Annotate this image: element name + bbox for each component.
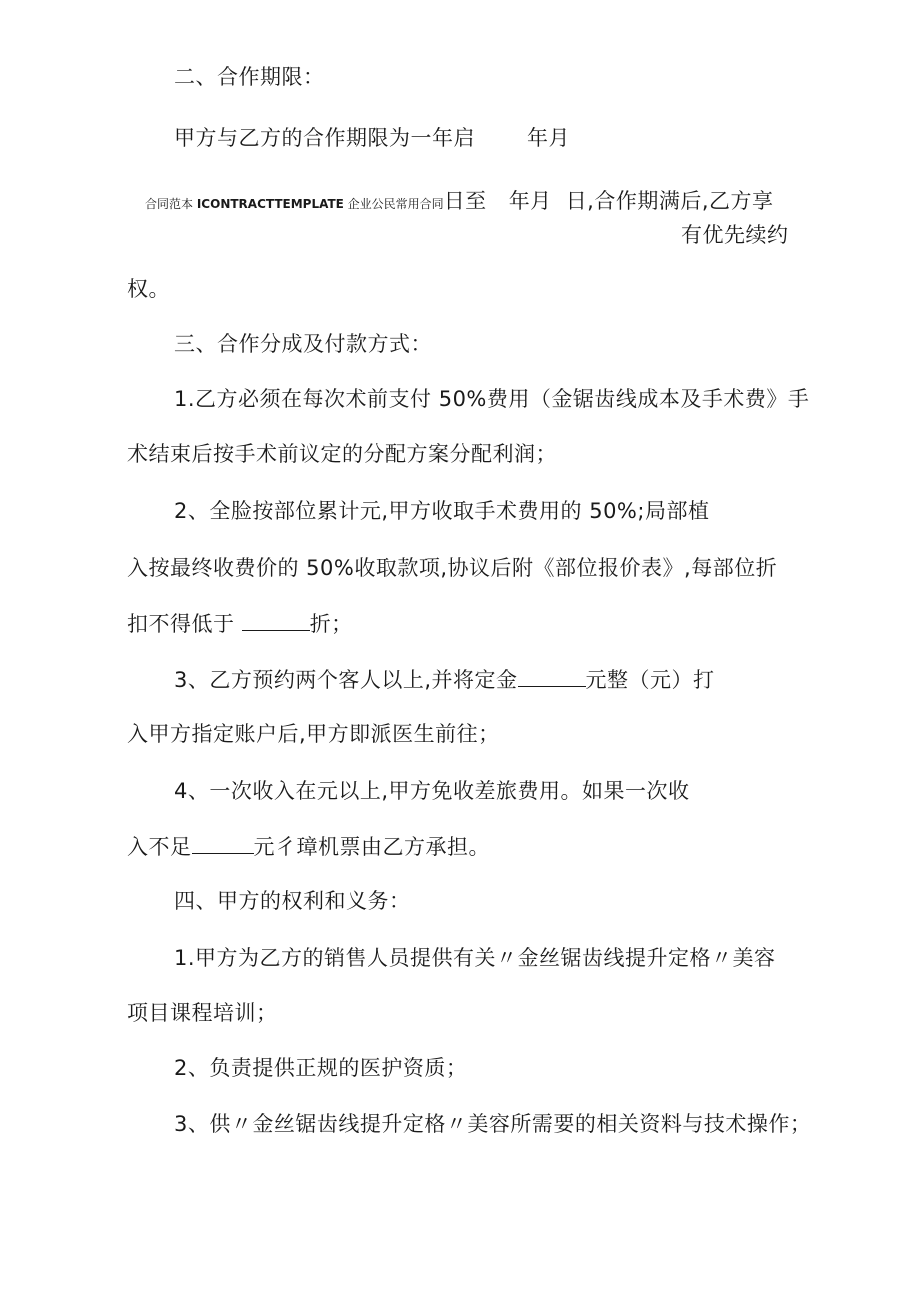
section-4-title: 四、甲方的权利和义务： (174, 889, 411, 913)
section-4-paragraph-2: 2、负责提供正规的医护资质； (174, 1056, 468, 1080)
section-3-paragraph-1-line-2: 术结束后按手术前议定的分配方案分配利润； (127, 442, 557, 466)
section-4-paragraph-1-line-1: 1.甲方为乙方的销售人员提供有关〃金丝锯齿线提升定格〃美容 (174, 946, 776, 970)
travel-cost-blank (192, 831, 254, 854)
section-2-line-2: 合同范本 ICONTRACTTEMPLATE 企业公民常用合同日至 年月 日,合作期满后,乙方享 (145, 189, 774, 213)
section-3-paragraph-3-line-2: 入甲方指定账户后,甲方即派医生前往； (127, 722, 500, 746)
section-3-paragraph-4-line-1: 4、一次收入在元以上,甲方免收差旅费用。如果一次收 (174, 779, 690, 803)
section-3-paragraph-3-line-1: 3、乙方预约两个客人以上,并将定金 元整（元）打 (174, 664, 715, 695)
section-4-paragraph-1-line-2: 项目课程培训； (127, 1001, 278, 1025)
section-3-paragraph-2-line-1: 2、全脸按部位累计元,甲方收取手术费用的 50%;局部植 (174, 499, 710, 523)
section-2-line-1: 甲方与乙方的合作期限为一年启 年月 (174, 126, 570, 150)
section-3-paragraph-2-line-2: 入按最终收费价的 50%收取款项,协议后附《部位报价表》,每部位折 (127, 556, 778, 580)
document-header-brand: 合同范本 ICONTRACTTEMPLATE 企业公民常用合同 (145, 197, 444, 211)
section-2-line-3: 有优先续约 (681, 223, 789, 247)
section-3-title: 三、合作分成及付款方式： (174, 332, 432, 356)
section-4-paragraph-3: 3、供〃金丝锯齿线提升定格〃美容所需要的相关资料与技术操作； (174, 1112, 812, 1136)
section-3-paragraph-1-line-1: 1.乙方必须在每次术前支付 50%费用（金锯齿线成本及手术费》手 (174, 387, 810, 411)
discount-blank (242, 608, 310, 631)
section-2-title: 二、合作期限： (174, 65, 325, 89)
section-3-paragraph-4-line-2: 入不足 元彳璋机票由乙方承担。 (127, 831, 490, 862)
section-2-line-4: 权。 (127, 277, 170, 301)
section-3-paragraph-2-line-3: 扣不得低于 折； (127, 608, 353, 639)
deposit-blank (518, 664, 586, 687)
